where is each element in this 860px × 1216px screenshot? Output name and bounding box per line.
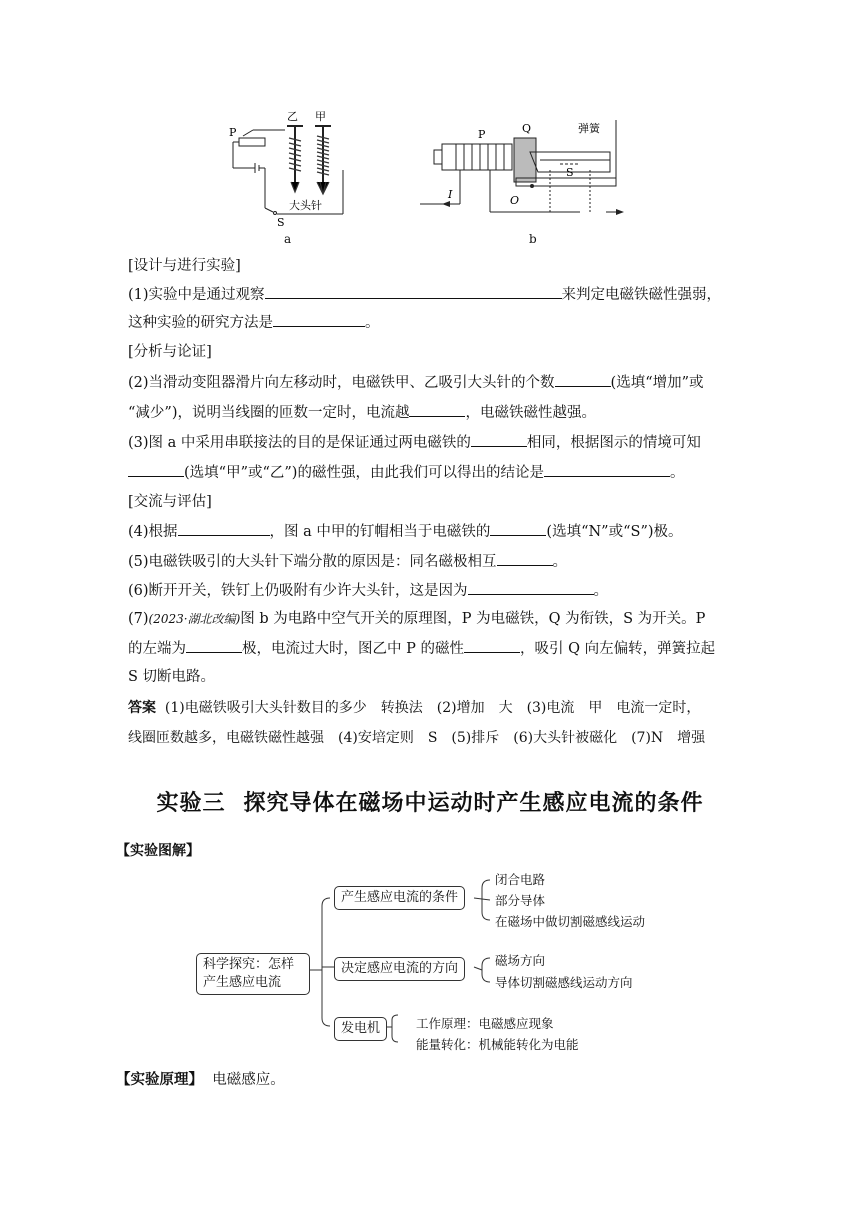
q7-line1: (7)(2023·湖北改编)图 b 为电路中空气开关的原理图，P 为电磁铁，Q 为衔铁，S 为开关。P: [128, 611, 706, 627]
q6-line: (6)断开开关，铁钉上仍吸附有少许大头针，这是因为 。: [128, 580, 608, 601]
leaf-working-principle: 工作原理：电磁感应现象: [416, 1016, 554, 1031]
mindmap-branch-conditions: 产生感应电流的条件: [334, 886, 465, 910]
figure-b-caption: b: [529, 232, 537, 246]
q3-line1: (3)图 a 中采用串联接法的目的是保证通过两电磁铁的 相同，根据图示的情境可知: [128, 432, 701, 453]
label-q: Q: [522, 122, 532, 135]
label-yi: 乙: [287, 110, 298, 123]
leaf-motion-direction: 导体切割磁感线运动方向: [495, 975, 633, 990]
label-p-b: P: [478, 128, 486, 141]
q3-line2: (选填“甲”或“乙”)的磁性强，由此我们可以得出的结论是 。: [128, 462, 684, 483]
leaf-cutting-motion: 在磁场中做切割磁感线运动: [495, 914, 646, 929]
section-exchange: [交流与评估]: [128, 494, 212, 510]
diagram-heading: 【实验图解】: [116, 843, 200, 859]
label-o: O: [510, 194, 520, 207]
leaf-closed-circuit: 闭合电路: [495, 872, 546, 887]
principle-line: 【实验原理】 电磁感应。: [116, 1072, 285, 1088]
q7-line3: S 切断电路。: [128, 669, 216, 685]
q1-line2: 这种实验的研究方法是 。: [128, 312, 380, 333]
figure-a: [225, 108, 345, 248]
section-design: [设计与进行实验]: [128, 258, 241, 274]
principle-heading: 【实验原理】: [116, 1072, 203, 1088]
section-analysis: [分析与论证]: [128, 344, 212, 360]
leaf-energy-conversion: 能量转化：机械能转化为电能: [416, 1037, 579, 1052]
answer-line2: 线圈匝数越多，电磁铁磁性越强 (4)安培定则 S (5)排斥 (6)大头针被磁化 (7)N 增强: [128, 730, 706, 746]
mindmap-root: 科学探究：怎样 产生感应电流: [196, 953, 310, 995]
leaf-partial-conductor: 部分导体: [495, 893, 546, 908]
label-i: I: [448, 188, 453, 201]
q2-line2: “减少”)，说明当线圈的匝数一定时，电流越 ，电磁铁磁性越强。: [128, 402, 596, 423]
mindmap-branch-generator: 发电机: [334, 1017, 387, 1041]
experiment-title: 实验三 探究导体在磁场中运动时产生感应电流的条件: [156, 791, 704, 816]
label-s: S: [277, 216, 285, 229]
label-spring: 弹簧: [578, 122, 600, 135]
figure-a-caption: a: [284, 232, 292, 246]
answer-label: 答案: [128, 700, 156, 716]
label-pins: 大头针: [289, 199, 322, 212]
label-jia: 甲: [315, 110, 326, 123]
q4-line: (4)根据 ，图 a 中甲的钉帽相当于电磁铁的 (选填“N”或“S”)极。: [128, 521, 683, 542]
q7-line2: 的左端为 极，电流过大时，图乙中 P 的磁性 ，吸引 Q 向左偏转，弹簧拉起: [128, 638, 715, 659]
figure-b: [420, 112, 630, 222]
leaf-field-direction: 磁场方向: [495, 953, 546, 968]
answer-line1: 答案 (1)电磁铁吸引大头针数目的多少 转换法 (2)增加 大 (3)电流 甲 电流一定时，: [128, 700, 701, 716]
label-s-b: S: [566, 166, 574, 179]
q2-line1: (2)当滑动变阻器滑片向左移动时，电磁铁甲、乙吸引大头针的个数 (选填“增加”或: [128, 372, 704, 393]
label-p: P: [229, 126, 237, 139]
q5-line: (5)电磁铁吸引的大头针下端分散的原因是：同名磁极相互 。: [128, 551, 567, 572]
mindmap-branch-direction: 决定感应电流的方向: [334, 957, 465, 981]
q1-line1: (1)实验中是通过观察 来判定电磁铁磁性强弱，: [128, 284, 721, 305]
